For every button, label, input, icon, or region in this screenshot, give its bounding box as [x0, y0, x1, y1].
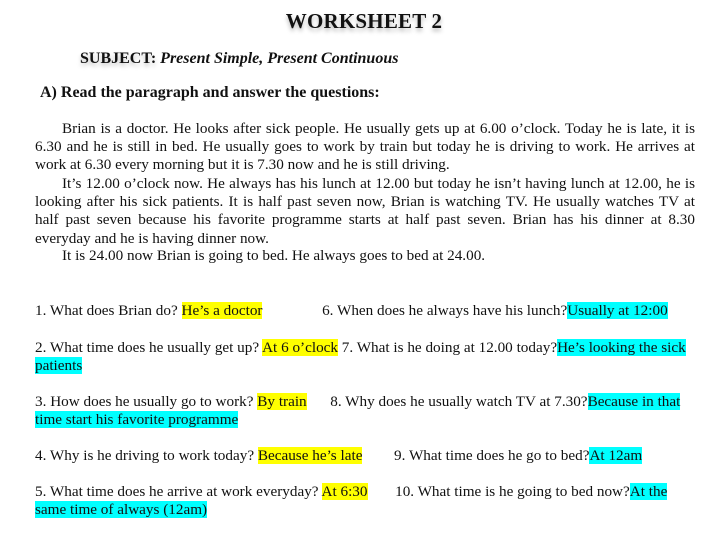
question-row-3	[35, 393, 695, 429]
reading-paragraph-1: Brian is a doctor. He looks after sick people. He usually gets up at 6.00 o’clock. Today he is late, it is 6.30 and he is still in bed. He usually goes to work by train but today he is driving to work. He arrives at work at 6.30 every morning but it is 7.30 now and he is still driving.	[35, 120, 695, 174]
question-3: 3. How does he usually go to work?	[35, 393, 254, 410]
question-9: 9. What time does he go to bed?	[394, 447, 590, 464]
question-10: 10. What time is he going to bed now?	[395, 483, 630, 500]
question-2: 2. What time does he usually get up?	[35, 339, 260, 356]
worksheet-title: WORKSHEET 2	[285, 9, 443, 33]
question-row-4	[35, 447, 695, 465]
answer-1: He’s a doctor	[181, 302, 263, 319]
question-row-2	[35, 339, 695, 375]
question-1: 1. What does Brian do?	[35, 302, 178, 319]
subject-line	[80, 50, 398, 68]
reading-paragraph-2: It’s 12.00 o’clock now. He always has his lunch at 12.00 but today he isn’t having lunch at 12.00, he is looking after his sick patients. It is half past seven now, Brian is watching TV. He usually watches TV at half past seven because his favorite programme starts at half past seven. Brian has his dinner at 8.30 everyday and he is having dinner now.	[35, 175, 695, 247]
subject-label: SUBJECT:	[80, 50, 157, 67]
section-a-heading: A) Read the paragraph and answer the questions:	[40, 84, 380, 101]
answer-4: Because he’s late	[257, 447, 363, 464]
question-8: 8. Why does he usually watch TV at 7.30?	[330, 393, 588, 410]
answer-7: He’s looking the sick patients	[35, 339, 686, 375]
question-row-1	[35, 302, 695, 320]
answer-8: Because in that time start his favorite programme	[35, 393, 681, 429]
question-6: 6. When does he always have his lunch?	[322, 302, 568, 319]
question-row-5	[35, 483, 695, 519]
answer-9: At 12am	[589, 447, 643, 464]
question-7: 7. What is he doing at 12.00 today?	[341, 339, 558, 356]
reading-paragraph-3: It is 24.00 now Brian is going to bed. He always goes to bed at 24.00.	[62, 247, 486, 264]
answer-10: At the same time of always (12am)	[35, 483, 668, 519]
question-5: 5. What time does he arrive at work everyday?	[35, 483, 319, 500]
subject-value: Present Simple, Present Continuous	[160, 50, 399, 67]
answer-6: Usually at 12:00	[567, 302, 668, 319]
question-4: 4. Why is he driving to work today?	[35, 447, 255, 464]
answer-5: At 6:30	[321, 483, 368, 500]
answer-2: At 6 o’clock	[262, 339, 338, 356]
answer-3: By train	[257, 393, 307, 410]
